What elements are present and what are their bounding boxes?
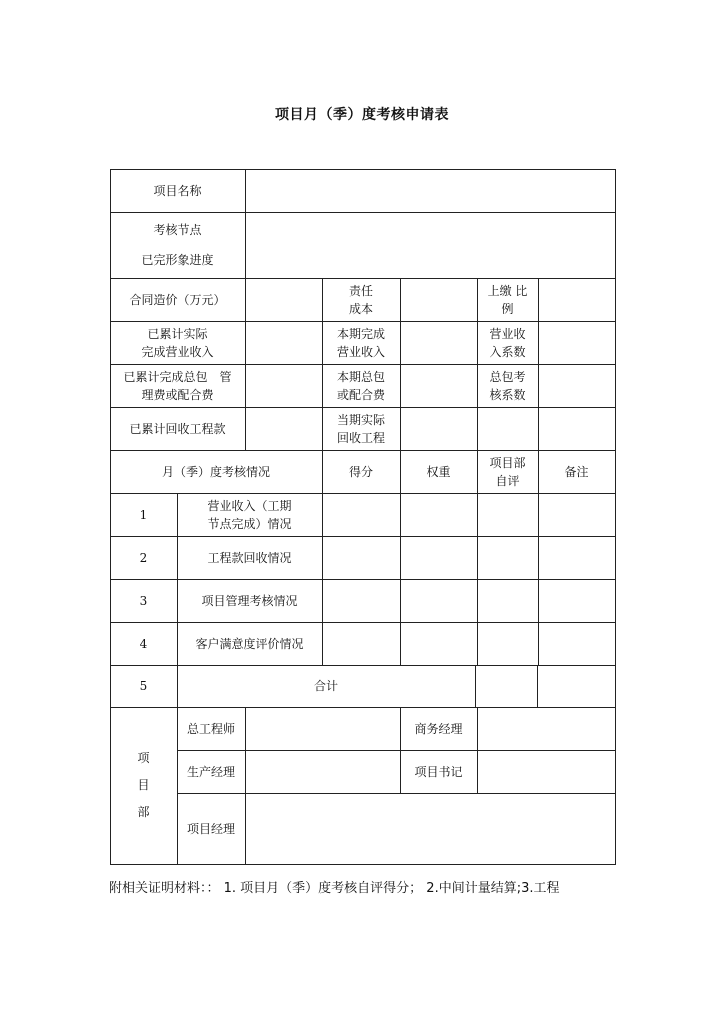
project-department-label: 项 目 部 <box>137 751 150 819</box>
score-cell[interactable] <box>322 579 400 622</box>
project-secretary-signature[interactable] <box>477 750 615 793</box>
project-manager-signature[interactable] <box>245 793 615 864</box>
weight-cell[interactable] <box>400 493 477 536</box>
assessment-item: 营业收入（工期 节点完成）情况 <box>207 498 292 531</box>
attachments-note: 附相关证明材料：： 1. 项目月（季）度考核自评得分； 2.中间计量结算;3.工程 <box>109 881 560 896</box>
check-node-field[interactable] <box>245 212 615 278</box>
remit-ratio-label: 上缴 比 例 <box>487 283 528 316</box>
total-remarks-cell[interactable] <box>537 665 615 707</box>
period-collected-label: 当期实际 回收工程 <box>336 412 385 445</box>
period-fee-label: 本期总包 或配合费 <box>336 369 385 402</box>
period-revenue-label: 本期完成 营业收入 <box>336 326 385 359</box>
revenue-coefficient-field[interactable] <box>538 321 615 364</box>
weight-header: 权重 <box>426 464 451 479</box>
weight-cell[interactable] <box>400 536 477 579</box>
self-evaluation-cell[interactable] <box>477 579 538 622</box>
assessment-item: 客户满意度评价情况 <box>195 636 304 651</box>
responsibility-cost-label: 责任 成本 <box>348 283 373 316</box>
check-node-label: 考核节点 已完形象进度 <box>141 223 214 267</box>
score-cell[interactable] <box>322 536 400 579</box>
total-self-evaluation-cell[interactable] <box>475 665 537 707</box>
accumulated-collected-label: 已累计回收工程款 <box>129 421 226 436</box>
accumulated-collected-field[interactable] <box>245 407 322 450</box>
assessment-item: 项目管理考核情况 <box>201 593 298 608</box>
self-evaluation-cell[interactable] <box>477 493 538 536</box>
project-name-field[interactable] <box>245 169 615 212</box>
remarks-header: 备注 <box>564 464 589 479</box>
weight-cell[interactable] <box>400 579 477 622</box>
period-revenue-field[interactable] <box>400 321 477 364</box>
empty-cell[interactable] <box>538 407 615 450</box>
self-evaluation-cell[interactable] <box>477 622 538 665</box>
contract-price-label: 合同造价（万元） <box>129 292 226 307</box>
row-number: 1 <box>139 507 148 522</box>
weight-cell[interactable] <box>400 622 477 665</box>
project-secretary-label: 项目书记 <box>414 764 463 779</box>
remarks-cell[interactable] <box>538 622 615 665</box>
self-evaluation-cell[interactable] <box>477 536 538 579</box>
remarks-cell[interactable] <box>538 493 615 536</box>
project-name-label: 项目名称 <box>153 183 202 198</box>
empty-cell[interactable] <box>477 407 538 450</box>
remarks-cell[interactable] <box>538 579 615 622</box>
gc-coefficient-field[interactable] <box>538 364 615 407</box>
assessment-item: 工程款回收情况 <box>207 550 292 565</box>
production-manager-signature[interactable] <box>245 750 400 793</box>
score-cell[interactable] <box>322 493 400 536</box>
chief-engineer-signature[interactable] <box>245 707 400 750</box>
production-manager-label: 生产经理 <box>186 764 235 779</box>
chief-engineer-label: 总工程师 <box>186 721 235 736</box>
period-fee-field[interactable] <box>400 364 477 407</box>
total-label: 合计 <box>313 679 338 693</box>
assessment-situation-header: 月（季）度考核情况 <box>161 464 270 479</box>
responsibility-cost-field[interactable] <box>400 278 477 321</box>
contract-price-field[interactable] <box>245 278 322 321</box>
accumulated-revenue-field[interactable] <box>245 321 322 364</box>
row-number: 5 <box>139 679 148 693</box>
remit-ratio-field[interactable] <box>538 278 615 321</box>
accumulated-fee-field[interactable] <box>245 364 322 407</box>
self-evaluation-header: 项目部 自评 <box>489 455 526 488</box>
period-collected-field[interactable] <box>400 407 477 450</box>
score-cell[interactable] <box>322 622 400 665</box>
remarks-cell[interactable] <box>538 536 615 579</box>
business-manager-label: 商务经理 <box>414 721 463 736</box>
project-manager-label: 项目经理 <box>186 821 235 836</box>
row-number: 3 <box>139 593 148 608</box>
accumulated-fee-label: 已累计完成总包 管 理费或配合费 <box>123 369 232 402</box>
business-manager-signature[interactable] <box>477 707 615 750</box>
accumulated-revenue-label: 已累计实际 完成营业收入 <box>141 326 214 359</box>
form-title: 项目月（季）度考核申请表 <box>275 107 449 123</box>
revenue-coefficient-label: 营业收 入系数 <box>489 326 526 359</box>
score-header: 得分 <box>348 464 373 479</box>
gc-coefficient-label: 总包考 核系数 <box>489 369 526 402</box>
row-number: 2 <box>139 550 148 565</box>
row-number: 4 <box>139 636 148 651</box>
